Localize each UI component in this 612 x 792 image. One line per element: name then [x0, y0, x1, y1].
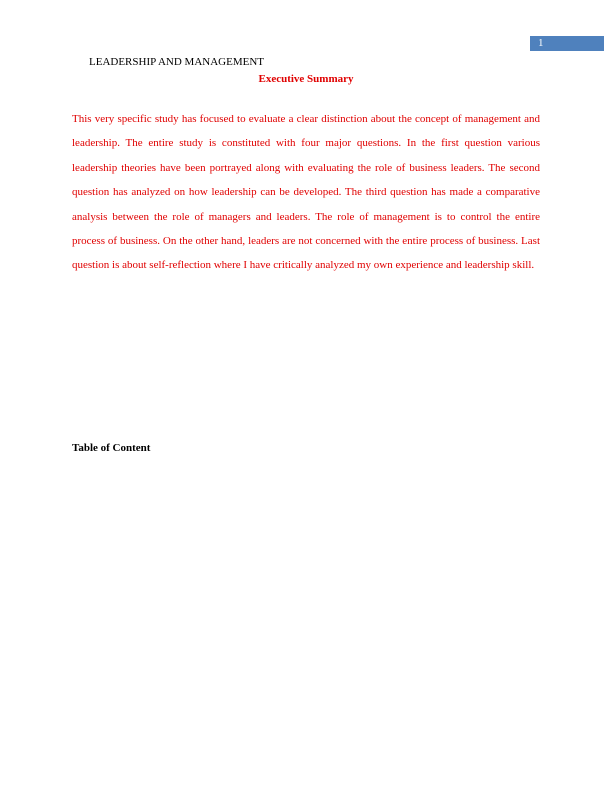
page-number: 1	[538, 37, 544, 49]
table-of-content-heading: Table of Content	[72, 442, 151, 454]
executive-summary-body: This very specific study has focused to evaluate a clear distinction about the concept of management and leadership. The entire study is constituted with four major questions. In the first question various leadership theories have been portrayed along with evaluating the role of business leaders. The second question has analyzed on how leadership can be developed. The third question has made a comparative analysis between the role of managers and leaders. The role of management is to control the entire process of business. On the other hand, leaders are not concerned with the entire process of business. Last question is about self-reflection where I have critically analyzed my own experience and leadership skill.	[72, 113, 540, 272]
running-header: LEADERSHIP AND MANAGEMENT	[89, 56, 264, 68]
page-number-box	[530, 36, 604, 51]
section-title-executive-summary: Executive Summary	[258, 73, 354, 85]
